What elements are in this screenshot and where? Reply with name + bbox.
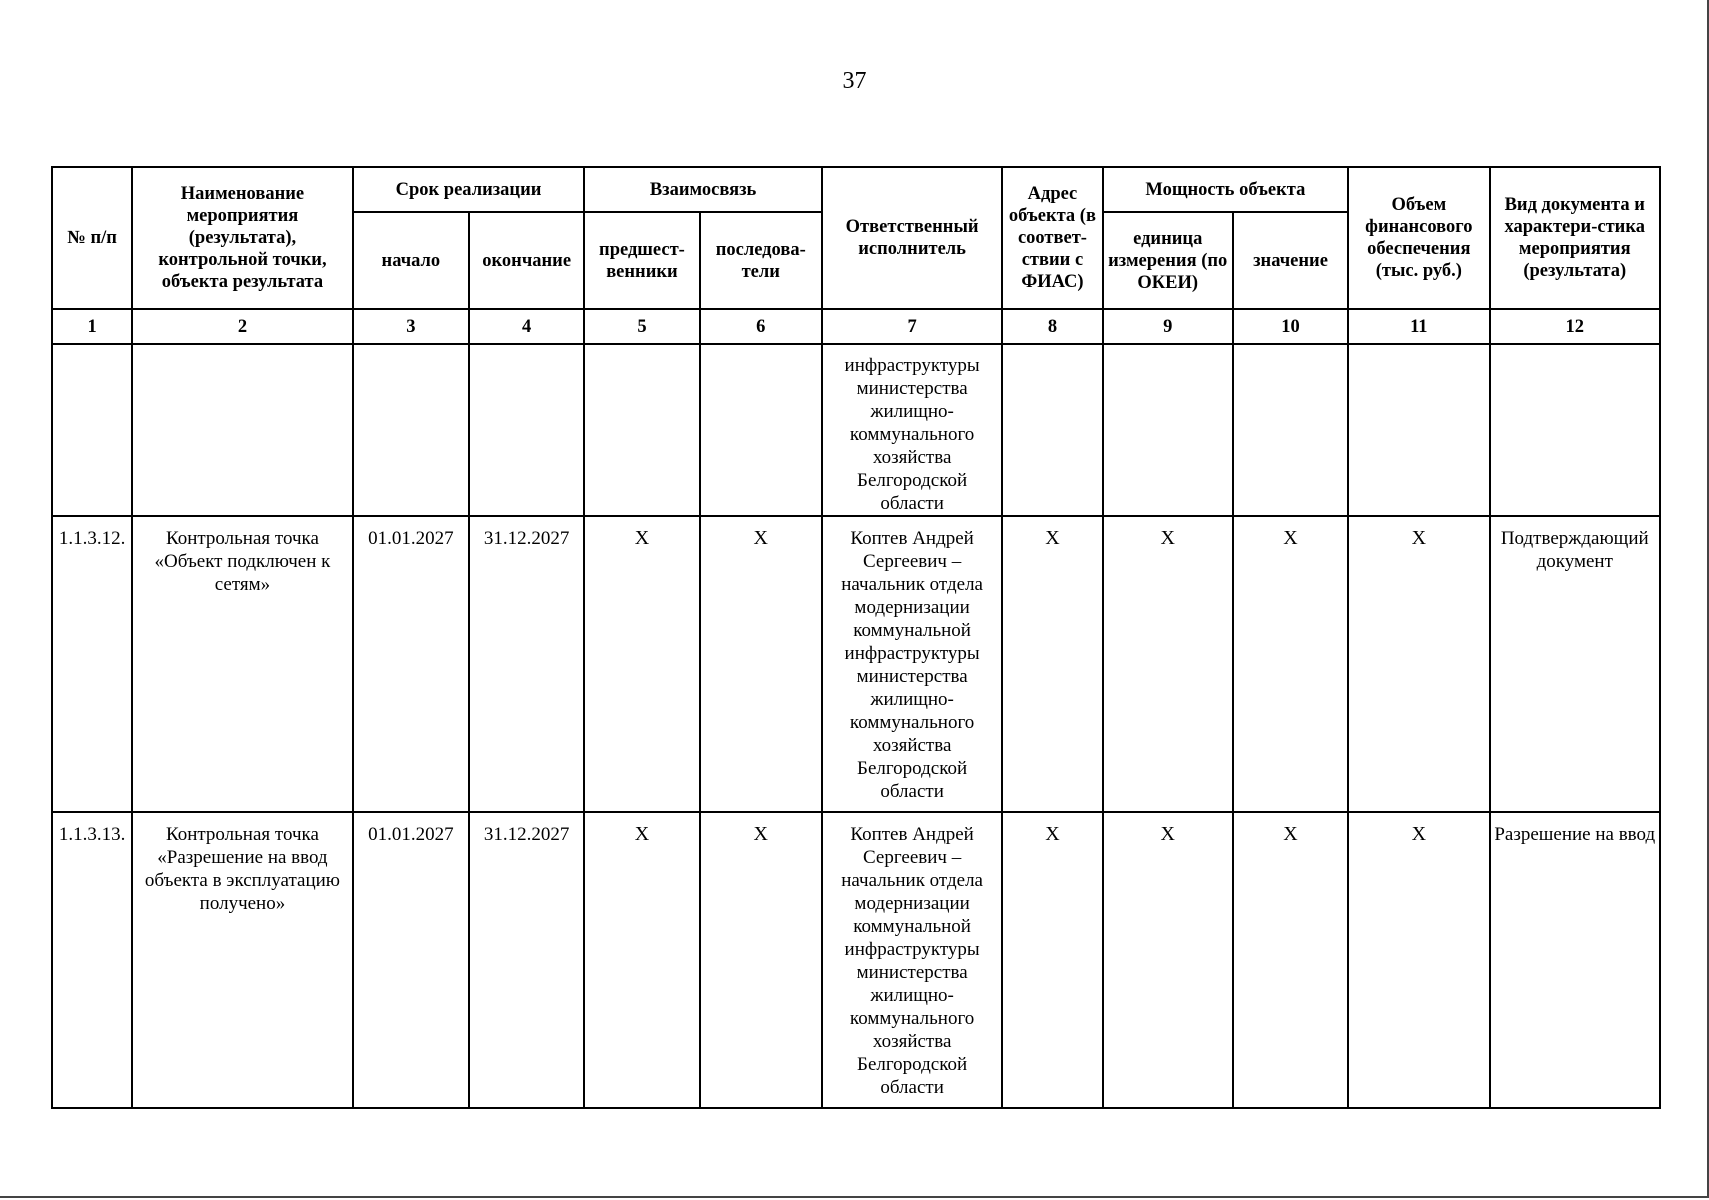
header-capacity-group: Мощность объекта [1103,167,1349,212]
column-number: 4 [469,309,584,344]
header-term-group: Срок реализации [353,167,585,212]
row-start: 01.01.2027 [353,516,469,812]
column-number: 11 [1348,309,1489,344]
page-number: 37 [842,68,867,94]
row-end: 31.12.2027 [469,516,584,812]
row-finance: X [1348,516,1489,812]
column-number-row [52,309,1660,344]
row-address: X [1002,812,1102,1108]
header-name: Наименование мероприятия (результата), контрольной точки, объекта результата [132,167,353,309]
column-number: 12 [1490,309,1661,344]
row-name: Контрольная точка «Разрешение на ввод объекта в эксплуатацию получено» [132,812,353,1108]
column-number: 6 [700,309,822,344]
table-cell [52,344,132,516]
table-cell [353,344,469,516]
table-cell [469,344,584,516]
row-responsible: Коптев Андрей Сергеевич – начальник отдела модернизации коммунальной инфраструктуры министерства жилищно-коммунального хозяйства Белгородской области [822,516,1002,812]
row-num: 1.1.3.12. [52,516,132,812]
table-cell [584,344,699,516]
row-value: X [1233,516,1348,812]
plan-table [51,166,1661,1109]
row-doc: Разрешение на ввод [1490,812,1661,1108]
table-cell [1233,344,1348,516]
row-finance: X [1348,812,1489,1108]
row-end: 31.12.2027 [469,812,584,1108]
header-doc-type: Вид документа и характери-стика мероприятия (результата) [1490,167,1661,309]
row-prev: X [584,516,699,812]
table-cell [1002,344,1102,516]
column-number: 9 [1103,309,1233,344]
header-capacity-value: значение [1233,212,1348,309]
table-cell [700,344,822,516]
row-address: X [1002,516,1102,812]
column-number: 2 [132,309,353,344]
header-term-end: окончание [469,212,584,309]
row-start: 01.01.2027 [353,812,469,1108]
header-link-prev: предшест-венники [584,212,699,309]
header-row-top [52,167,1660,212]
table-row [52,516,1660,812]
header-num: № п/п [52,167,132,309]
header-capacity-unit: единица измерения (по ОКЕИ) [1103,212,1233,309]
header-link-next: последова-тели [700,212,822,309]
row-next: X [700,516,822,812]
continuation-responsible: инфраструктуры министерства жилищно-коммунального хозяйства Белгородской области [822,344,1002,516]
column-number: 10 [1233,309,1348,344]
column-number: 5 [584,309,699,344]
header-address: Адрес объекта (в соответ-ствии с ФИАС) [1002,167,1102,309]
row-next: X [700,812,822,1108]
row-value: X [1233,812,1348,1108]
table-cell [1490,344,1661,516]
row-num: 1.1.3.13. [52,812,132,1108]
column-number: 7 [822,309,1002,344]
header-responsible: Ответственный исполнитель [822,167,1002,309]
table-row [52,812,1660,1108]
table-cell [132,344,353,516]
table-cell [1103,344,1233,516]
continuation-row [52,344,1660,516]
header-link-group: Взаимосвязь [584,167,822,212]
header-term-start: начало [353,212,469,309]
column-number: 3 [353,309,469,344]
row-doc: Подтверждающий документ [1490,516,1661,812]
row-unit: X [1103,516,1233,812]
row-unit: X [1103,812,1233,1108]
table-cell [1348,344,1489,516]
column-number: 8 [1002,309,1102,344]
row-prev: X [584,812,699,1108]
row-responsible: Коптев Андрей Сергеевич – начальник отдела модернизации коммунальной инфраструктуры министерства жилищно-коммунального хозяйства Белгородской области [822,812,1002,1108]
header-finance: Объем финансового обеспечения (тыс. руб.) [1348,167,1489,309]
column-number: 1 [52,309,132,344]
row-name: Контрольная точка «Объект подключен к сетям» [132,516,353,812]
